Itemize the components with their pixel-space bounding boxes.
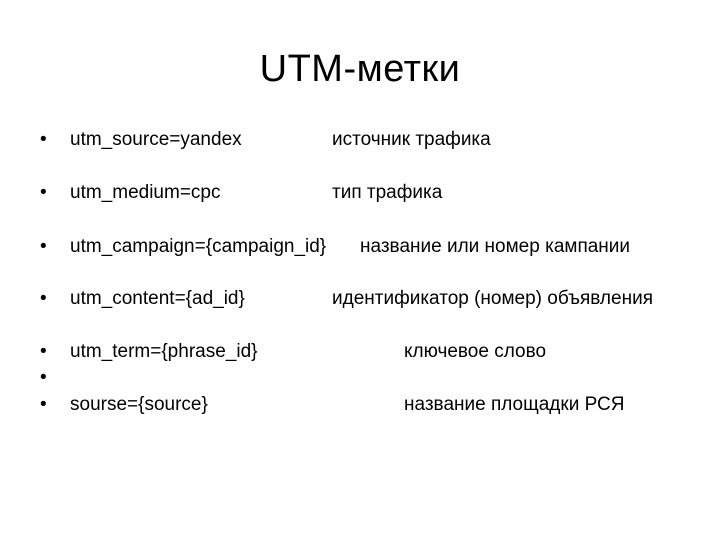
bullet-marker: • <box>40 129 47 150</box>
param-description: ключевое слово <box>404 341 547 362</box>
bullet-marker: • <box>40 341 47 362</box>
param-description: название площадки РСЯ <box>404 394 625 415</box>
bullet-marker: • <box>40 182 47 203</box>
param-key: utm_source=yandex <box>70 129 242 150</box>
param-description: идентификатор (номер) объявления <box>332 288 653 309</box>
param-key: utm_term={phrase_id} <box>70 341 258 362</box>
slide-title: UTM-метки <box>259 48 461 90</box>
param-description: тип трафика <box>332 182 443 203</box>
bullet-marker: • <box>40 236 47 257</box>
bullet-marker: • <box>40 288 47 309</box>
param-description: название или номер кампании <box>360 236 631 257</box>
param-key: utm_medium=cpc <box>70 182 221 203</box>
param-key: sourse={source} <box>70 394 208 415</box>
param-key: utm_content={ad_id} <box>70 288 245 309</box>
bullet-marker: • <box>40 367 47 388</box>
bullet-marker: • <box>40 394 47 415</box>
param-key: utm_campaign={campaign_id} <box>70 236 327 257</box>
param-description: источник трафика <box>332 129 491 150</box>
